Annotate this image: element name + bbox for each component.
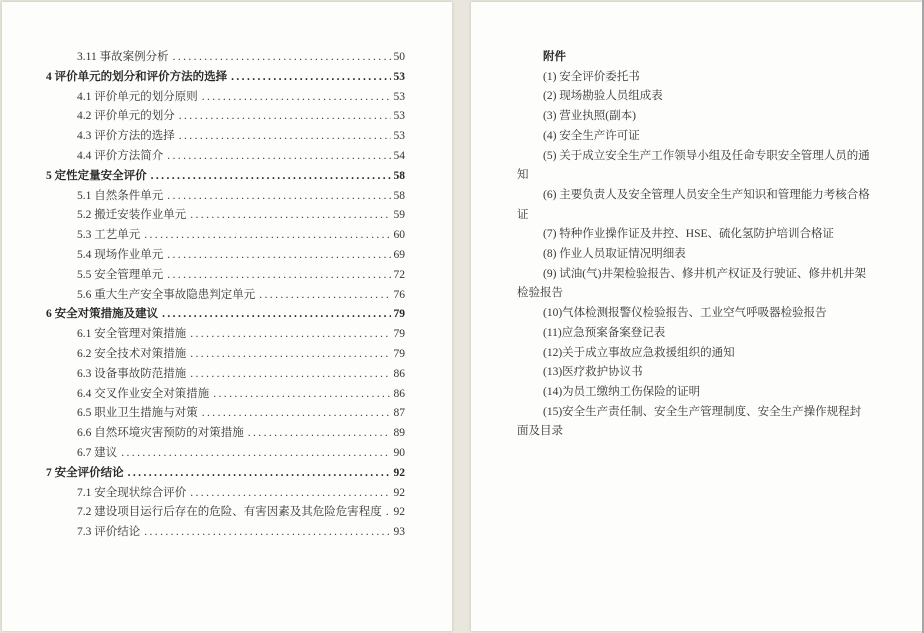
- toc-page-number: 58: [393, 169, 405, 182]
- toc-entry-label: 7.3 评价结论: [77, 526, 141, 539]
- toc-entry: [46, 167, 405, 187]
- toc-leader-dots: [144, 226, 390, 246]
- toc-page-number: 92: [393, 506, 405, 519]
- toc-page-number: 54: [393, 149, 405, 162]
- attachment-item: (7) 特种作业操作证及井控、HSE、硫化氢防护培训合格证: [543, 228, 835, 241]
- toc-entry-label: 4.3 评价方法的选择: [77, 130, 175, 143]
- toc-page-number: 86: [393, 387, 405, 400]
- toc-entry: [46, 345, 405, 365]
- attachment-item: (4) 安全生产许可证: [543, 129, 640, 142]
- toc-entry: [46, 286, 405, 306]
- toc-entry-label: 6.3 设备事故防范措施: [77, 367, 187, 380]
- toc-entry-label: 4.4 评价方法简介: [77, 149, 164, 162]
- toc-entry: [46, 107, 405, 127]
- toc-leader-dots: [173, 48, 391, 68]
- attachment-item: (10)气体检测报警仪检验报告、工业空气呼吸器检验报告: [543, 307, 827, 320]
- toc-entry: [46, 385, 405, 405]
- toc-page-number: 72: [393, 268, 405, 281]
- toc-entry: [46, 484, 405, 504]
- toc-leader-dots: [167, 266, 390, 286]
- toc-page-number: 92: [393, 486, 405, 499]
- appendix-heading: 附件: [543, 51, 566, 63]
- toc-entry: [46, 48, 405, 68]
- attachment-item: (5) 关于成立安全生产工作领导小组及任命专职安全管理人员的通知: [517, 149, 870, 182]
- toc-page-number: 53: [393, 110, 405, 123]
- toc-entry-label: 5.3 工艺单元: [77, 229, 141, 242]
- toc-entry-label: 4.1 评价单元的划分原则: [77, 90, 198, 103]
- toc-leader-dots: [386, 503, 391, 523]
- toc-entry: [46, 424, 405, 444]
- toc-leader-dots: [202, 88, 391, 108]
- toc-leader-dots: [190, 206, 390, 226]
- toc-entry-label: 5.4 现场作业单元: [77, 248, 164, 261]
- toc-leader-dots: [144, 523, 390, 543]
- attachment-item: (6) 主要负责人及安全管理人员安全生产知识和管理能力考核合格证: [517, 188, 870, 221]
- attachment-list: [517, 68, 870, 442]
- toc-entry: [46, 266, 405, 286]
- toc-leader-dots: [151, 167, 391, 187]
- toc-leader-dots: [179, 127, 391, 147]
- toc-page-number: 53: [393, 70, 405, 83]
- document-page-left-toc: [2, 2, 452, 631]
- toc-entry-label: 6.4 交叉作业安全对策措施: [77, 387, 210, 400]
- toc-entry: [46, 444, 405, 464]
- toc-entry-label: 5.1 自然条件单元: [77, 189, 164, 202]
- toc-entry-label: 5.5 安全管理单元: [77, 268, 164, 281]
- toc-leader-dots: [259, 286, 390, 306]
- toc-leader-dots: [162, 305, 390, 325]
- toc-entry: [46, 246, 405, 266]
- toc-leader-dots: [179, 107, 391, 127]
- attachment-item: (9) 试油(气)井架检验报告、修井机产权证及行驶证、修井机井架检验报告: [517, 267, 866, 300]
- toc-page-number: 89: [393, 427, 405, 440]
- toc-entry-label: 6.7 建议: [77, 446, 118, 459]
- toc-entry-label: 7.1 安全现状综合评价: [77, 486, 187, 499]
- toc-page-number: 90: [393, 446, 405, 459]
- toc-leader-dots: [167, 187, 390, 207]
- toc-entry: [46, 503, 405, 523]
- toc-page-number: 79: [393, 308, 405, 321]
- toc-entry: [46, 365, 405, 385]
- toc-entry: [46, 147, 405, 167]
- attachment-item: (14)为员工缴纳工伤保险的证明: [543, 385, 701, 398]
- attachment-item: (12)关于成立事故应急救援组织的通知: [543, 346, 735, 359]
- toc-entry-label: 7.2 建设项目运行后存在的危险、有害因素及其危险危害程度: [77, 506, 382, 519]
- toc-entry-label: 4 评价单元的划分和评价方法的选择: [46, 70, 228, 83]
- toc-page-number: 79: [393, 328, 405, 341]
- toc-entry-label: 5.2 搬迁安装作业单元: [77, 209, 187, 222]
- toc-page-number: 86: [393, 367, 405, 380]
- toc-leader-dots: [190, 365, 390, 385]
- toc-entry: [46, 88, 405, 108]
- toc-leader-dots: [202, 404, 391, 424]
- attachment-item: (15)安全生产责任制、安全生产管理制度、安全生产操作规程封面及目录: [517, 405, 862, 438]
- toc-list: [46, 48, 405, 543]
- toc-leader-dots: [190, 325, 390, 345]
- toc-page-number: 93: [393, 526, 405, 539]
- toc-leader-dots: [167, 246, 390, 266]
- toc-leader-dots: [121, 444, 390, 464]
- attachment-item: (1) 安全评价委托书: [543, 70, 640, 83]
- toc-leader-dots: [248, 424, 391, 444]
- document-page-right-appendix: [471, 2, 922, 631]
- toc-entry: [46, 464, 405, 484]
- attachment-item: (11)应急预案备案登记表: [543, 326, 666, 339]
- toc-page-number: 69: [393, 248, 405, 261]
- toc-page-number: 87: [393, 407, 405, 420]
- toc-entry: [46, 523, 405, 543]
- toc-page-number: 58: [393, 189, 405, 202]
- toc-page-number: 76: [393, 288, 405, 301]
- toc-page-number: 60: [393, 229, 405, 242]
- toc-entry-label: 6.6 自然环境灾害预防的对策措施: [77, 427, 244, 440]
- toc-leader-dots: [213, 385, 390, 405]
- toc-entry-label: 5 定性定量安全评价: [46, 169, 147, 182]
- toc-entry: [46, 404, 405, 424]
- toc-entry: [46, 325, 405, 345]
- attachment-item: (13)医疗救护协议书: [543, 366, 643, 379]
- toc-page-number: 79: [393, 347, 405, 360]
- attachment-item: (3) 营业执照(副本): [543, 110, 636, 123]
- toc-entry: [46, 127, 405, 147]
- toc-page-number: 53: [393, 130, 405, 143]
- toc-entry-label: 4.2 评价单元的划分: [77, 110, 175, 123]
- toc-entry: [46, 226, 405, 246]
- toc-page-number: 50: [393, 51, 405, 63]
- toc-entry: [46, 305, 405, 325]
- toc-entry-label: 6.1 安全管理对策措施: [77, 328, 187, 341]
- toc-entry: [46, 206, 405, 226]
- attachment-item: (2) 现场勘验人员组成表: [543, 90, 663, 103]
- toc-entry: [46, 68, 405, 88]
- toc-page-number: 59: [393, 209, 405, 222]
- toc-leader-dots: [190, 345, 390, 365]
- toc-entry-label: 6 安全对策措施及建议: [46, 308, 159, 321]
- toc-entry-label: 6.2 安全技术对策措施: [77, 347, 187, 360]
- toc-entry-label: 3.11 事故案例分析: [77, 51, 169, 63]
- toc-leader-dots: [128, 464, 391, 484]
- toc-entry-label: 6.5 职业卫生措施与对策: [77, 407, 198, 420]
- toc-entry: [46, 187, 405, 207]
- attachment-item: (8) 作业人员取证情况明细表: [543, 248, 686, 261]
- toc-leader-dots: [167, 147, 390, 167]
- toc-page-number: 92: [393, 466, 405, 479]
- toc-leader-dots: [190, 484, 390, 504]
- toc-leader-dots: [231, 68, 390, 88]
- toc-entry-label: 5.6 重大生产安全事故隐患判定单元: [77, 288, 256, 301]
- toc-page-number: 53: [393, 90, 405, 103]
- toc-entry-label: 7 安全评价结论: [46, 466, 124, 479]
